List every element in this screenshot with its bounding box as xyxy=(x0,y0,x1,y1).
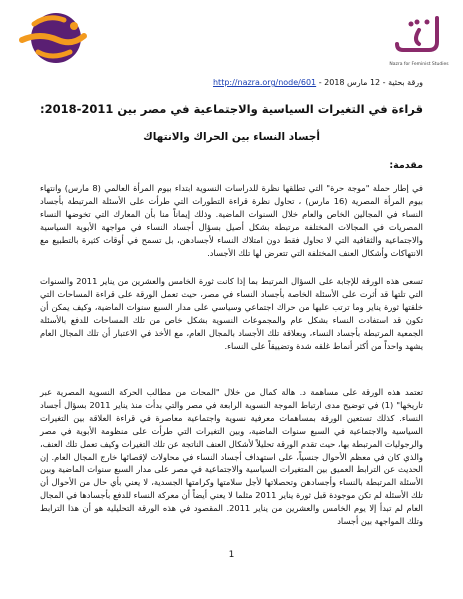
paragraph-2: تسعى هذه الورقة للإجابة على السؤال المرتبط بما إذا كانت ثورة الخامس والعشرين من يناير 2011 والسنوات التي تلتها قد أثرت على الأسئلة الخاصة بأجساد النساء في مصر، حيث تعمل الورقة على قراءة المساحات التي خلقتها ثورة يناير وما ترتب عليها من حراك اجتماعي وسياسي على مدار السبع سنوات الماضية، وكيف يمكن أن تكون قد استفادت النساء بشكل عام والمجموعات النسوية بشكل خاص من تلك المساحات للدفع بالأسئلة الجمعية المرتبطة بأجساد النساء، وبعلاقة تلك الأجساد بالمجال العام، مع الأخذ في الاعتبار أن تلك المجال العام يشهد واحداً من أكثر أنماط غلقه شدة وتضييقاً على النساء. xyxy=(40,276,423,351)
document-title: قراءة في التغيرات السياسية والاجتماعية في مصر بين 2011-2018: xyxy=(40,102,423,116)
section-heading: مقدمة: xyxy=(389,160,423,171)
document-header xyxy=(213,78,423,87)
nazra-logo xyxy=(389,10,449,72)
document-subtitle: أجساد النساء بين الحراك والانتهاك xyxy=(143,131,320,143)
page-number: 1 xyxy=(228,550,235,560)
source-link[interactable]: http://nazra.org/node/601 xyxy=(212,78,317,87)
nazra-campaign-logo xyxy=(14,10,92,66)
paragraph-1: في إطار حملة "موجة حرة" التي تطلقها نظرة للدراسات النسوية ابتداء بيوم المرأة العالمي (8 مارس) وانتهاء بيوم المرأة المصرية (16 مارس) ، تحاول نظرة قراءة التطورات التي طرأت على الأسئلة المرتبطة بأجساد النساء في المجالين الخاص والعام خلال السنوات الماضية. وذلك إيماناً منا بأن المعارك التي تخوضها النساء المصريات في المجالات المختلفة مرتبطة بشكل أصيل بسؤال أجساد النساء في مواجهة الأبوية السياسية والاجتماعية والثقافية التي لا تحاول فقط دون امتلاك النساء لأجسادهن، بل تسمح في أوقات كثيرة بالتطبيع مع الانتهاكات وأشكال العنف المختلفة التي تتعرض لها تلك الأجساد. xyxy=(40,183,423,258)
svg-text:Nazra for Feminist Studies: Nazra for Feminist Studies xyxy=(389,62,449,67)
paragraph-3: تعتمد هذه الورقة على مساهمة د. هالة كمال من خلال "المحات من مطالب الحركة النسوية المصرية عبر تاريخها" (1) في توضيح مدى ارتباط الموجة النسوية الرابعة في مصر والتي بدأت منذ يناير 2011 بسؤال أجساد النساء. كذلك تستعين الورقة بمساهمات معرفية نسوية واجتماعية معاصرة في قراءة العلاقة بين التغيرات السياسية والاجتماعية في السبع سنوات الماضية، وبين التغيرات التي طرأت على منظومة الأبوية في مصر والرجوليات المرتبطة بها، حيث تقدم الورقة تحليلاً لأشكال العنف الناتجة عن تلك التغيرات وكيف تعمل تلك العنف، والذي كان في معظم الأحوال جنسياً، على استهداف أجساد النساء في محاولات لإقصائها خارج المجال العام. إن الحديث عن الترابط العميق بين المتغيرات السياسية والاجتماعية في مصر على مدار السبع سنوات الماضية وبين الأسئلة المرتبطة بالنساء وأجسادهن وتحصلاتها لأجل سلامتها وكرامتها الجسدية، لا يعني بأي حال من الأحوال أن تلك الأسئلة لم تكن موجودة قبل ثورة يناير 2011 مثلما لا يعني أيضاً أن معركة النساء للدفع بأجسادها في المجال العام لم تبدأ إلا يوم الخامس والعشرين من يناير 2011. المقصود في هذه الورقة التحليلية هو أن هذا الترابط وتلك المواجهة بين أجساد xyxy=(40,387,423,527)
header-date: ورقة بحثية - 12 مارس 2018 - xyxy=(318,78,423,87)
